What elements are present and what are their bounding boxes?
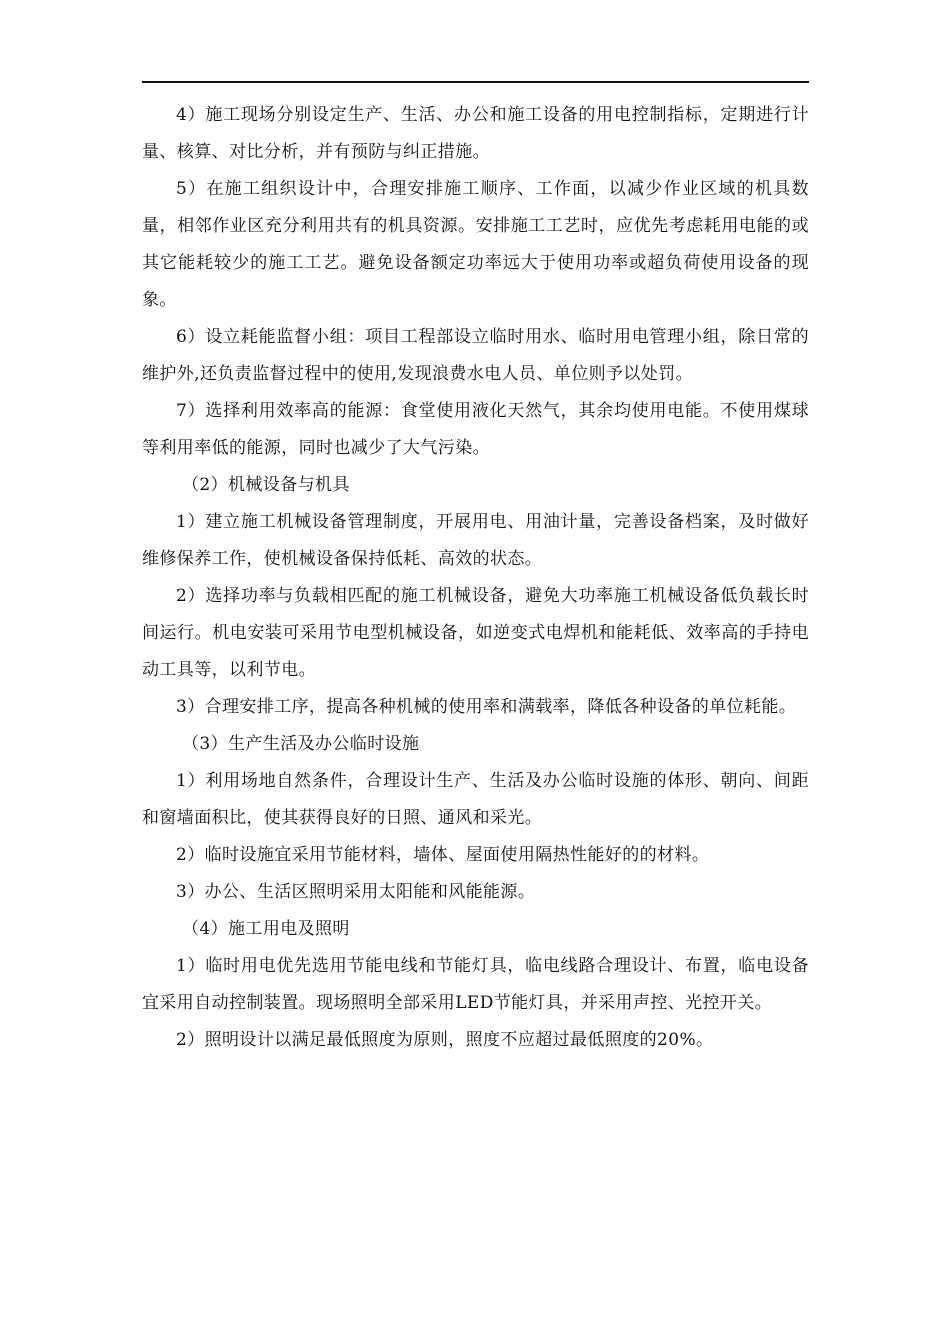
paragraph-machinery-3: 3）合理安排工序，提高各种机械的使用率和满载率，降低各种设备的单位耗能。 (176, 697, 797, 717)
paragraph-machinery-2: 2）选择功率与负载相匹配的施工机械设备，避免大功率施工机械设备低负载长时间运行。机电安装可采用节电型机械设备，如逆变式电焊机和能耗低、效率高的手持电动工具等，以利节电。 (142, 586, 809, 680)
paragraph-item-4: 4）施工现场分别设定生产、生活、办公和施工设备的用电控制指标，定期进行计量、核算、对比分析，并有预防与纠正措施。 (142, 105, 809, 162)
paragraph-lighting-1: 1）临时用电优先选用节能电线和节能灯具，临电线路合理设计、布置，临电设备宜采用自动控制装置。现场照明全部采用LED节能灯具，并采用声控、光控开关。 (142, 956, 809, 1013)
paragraph-facilities-3: 3）办公、生活区照明采用太阳能和风能能源。 (176, 882, 536, 902)
paragraph-lighting-2: 2）照明设计以满足最低照度为原则，照度不应超过最低照度的20%。 (176, 1030, 714, 1050)
paragraph-item-6: 6）设立耗能监督小组：项目工程部设立临时用水、临时用电管理小组，除日常的维护外,还负责监督过程中的使用,发现浪费水电人员、单位则予以处罚。 (142, 327, 809, 384)
section-heading-temporary-facilities: （3）生产生活及办公临时设施 (182, 734, 420, 754)
paragraph-item-7: 7）选择利用效率高的能源：食堂使用液化天然气，其余均使用电能。不使用煤球等利用率低的能源，同时也减少了大气污染。 (142, 401, 809, 458)
section-heading-electricity-lighting: （4）施工用电及照明 (182, 919, 350, 939)
paragraph-item-5: 5）在施工组织设计中，合理安排施工顺序、工作面，以减少作业区域的机具数量，相邻作业区充分利用共有的机具资源。安排施工工艺时，应优先考虑耗用电能的或其它能耗较少的施工工艺。避免设备额定功率远大于使用功率或超负荷使用设备的现象。 (142, 179, 809, 310)
header-rule (142, 81, 809, 83)
section-heading-machinery: （2）机械设备与机具 (182, 475, 350, 495)
paragraph-facilities-2: 2）临时设施宜采用节能材料，墙体、屋面使用隔热性能好的的材料。 (176, 845, 710, 865)
document-body (142, 97, 809, 1059)
paragraph-facilities-1: 1）利用场地自然条件，合理设计生产、生活及办公临时设施的体形、朝向、间距和窗墙面积比，使其获得良好的日照、通风和采光。 (142, 771, 809, 828)
paragraph-machinery-1: 1）建立施工机械设备管理制度，开展用电、用油计量，完善设备档案，及时做好维修保养工作，使机械设备保持低耗、高效的状态。 (142, 512, 809, 569)
